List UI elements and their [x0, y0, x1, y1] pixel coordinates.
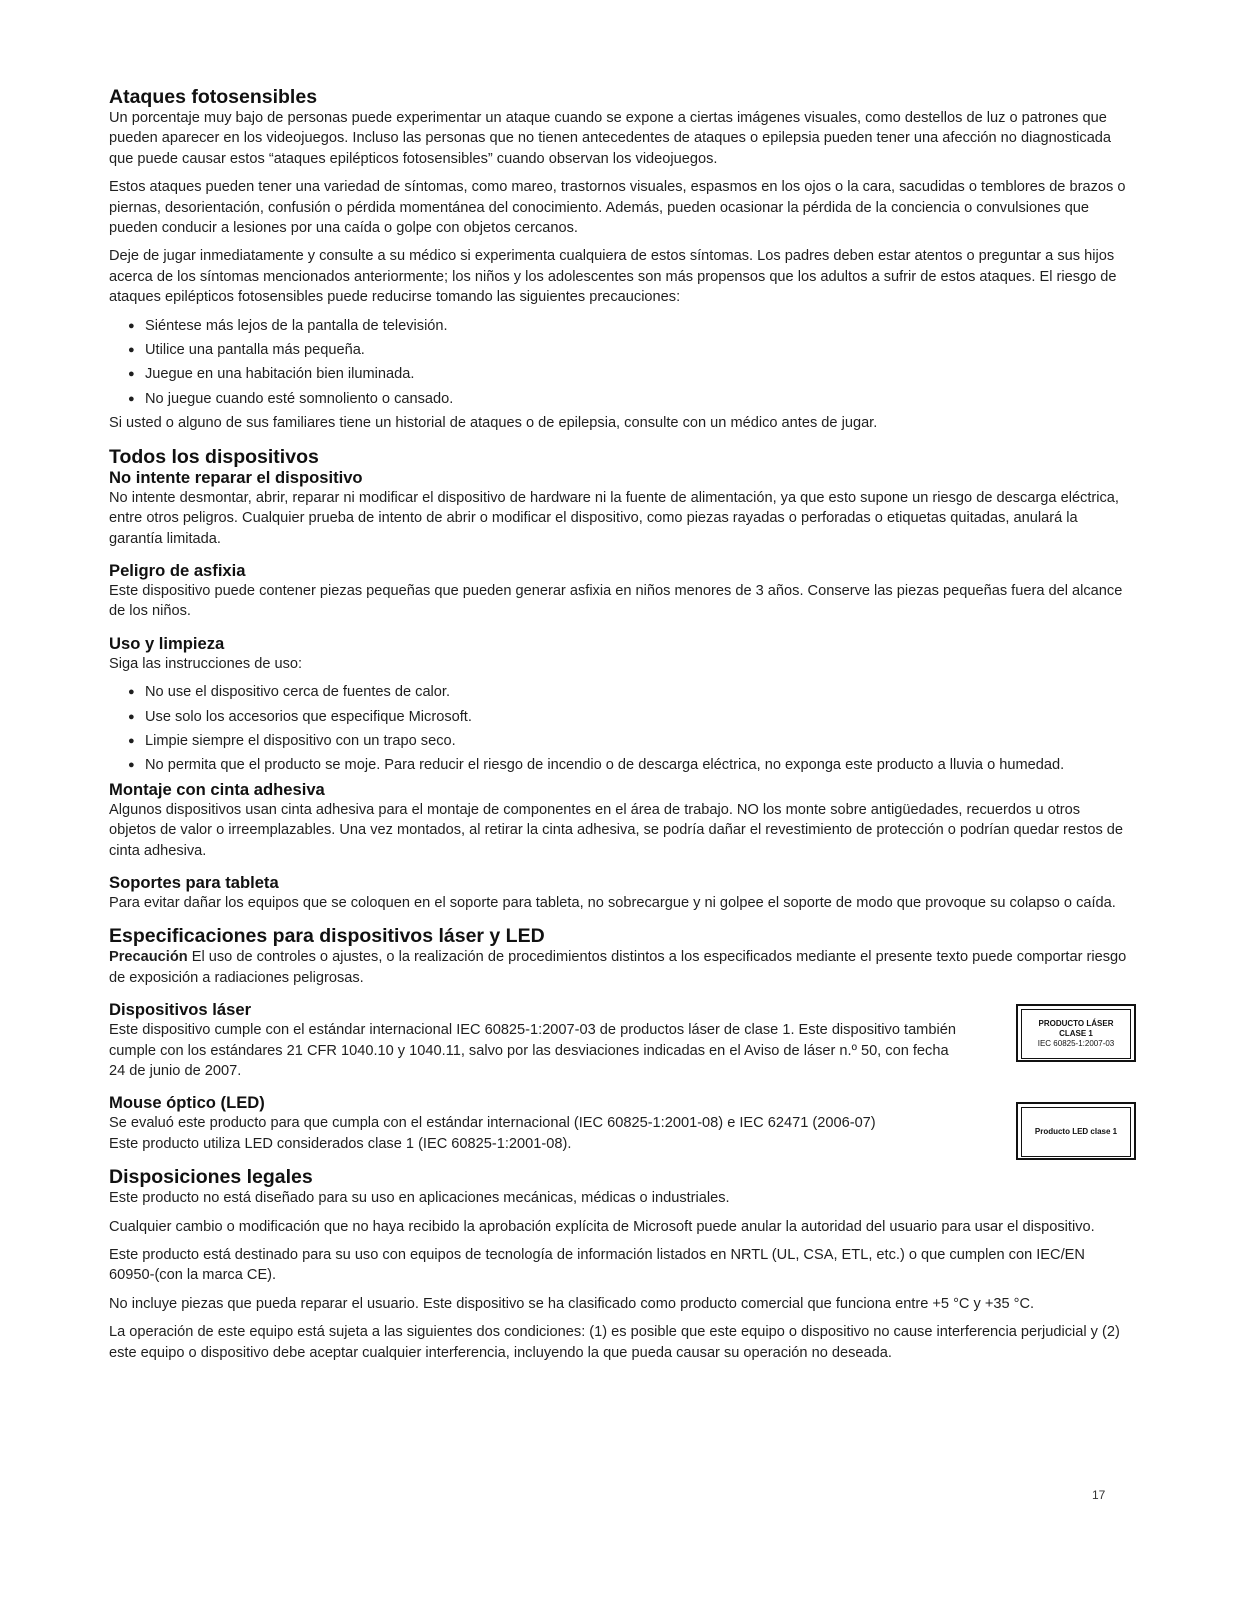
subheading-choking-hazard: Peligro de asfixia: [109, 560, 246, 580]
led-class-label: [1016, 1102, 1136, 1160]
page-content: [109, 86, 1129, 1371]
laser-led-block: [109, 1000, 1129, 1154]
list-item: ● No juegue cuando esté somnoliento o cansado.: [109, 389, 1129, 409]
subheading-do-not-repair: No intente reparar el dispositivo: [109, 467, 363, 487]
list-item: ● No permita que el producto se moje. Para reducir el riesgo de incendio o de descarga eléctrica, no exponga este producto a lluvia o humedad.: [109, 755, 1129, 775]
paragraph: La operación de este equipo está sujeta a las siguientes dos condiciones: (1) es posible que este equipo o dispositivo no cause interferencia perjudicial y (2) este equipo o dispositivo debe aceptar cualquier interferencia, incluyendo la que pueda causar su operación no deseada.: [109, 1324, 1120, 1361]
paragraph: Deje de jugar inmediatamente y consulte a su médico si experimenta cualquiera de estos síntomas. Los padres deben estar atentos o preguntar a sus hijos acerca de los síntomas mencionados anteriormente; los niños y los adolescentes son más propensos que los adultos a sufrir de estos ataques. El riesgo de ataques epilépticos fotosensibles puede reducirse tomando las siguientes precauciones:: [109, 248, 1117, 306]
list-item: ● Use solo los accesorios que especifique Microsoft.: [109, 707, 1129, 727]
list-item: ● No use el dispositivo cerca de fuentes de calor.: [109, 682, 1129, 702]
heading-all-devices: Todos los dispositivos: [109, 445, 319, 468]
paragraph: Este producto utiliza LED considerados clase 1 (IEC 60825-1:2001-08).: [109, 1135, 572, 1152]
list-item: ● Siéntese más lejos de la pantalla de televisión.: [109, 316, 1129, 336]
paragraph: Algunos dispositivos usan cinta adhesiva para el montaje de componentes en el área de trabajo. NO los monte sobre antigüedades, recuerdos u otros objetos de valor o irreemplazables. Una vez montados, al retirar la cinta adhesiva, se podría dañar el revestimiento de protección o podrían quedar restos de cinta adhesiva.: [109, 801, 1124, 859]
precautions-list: [109, 316, 1129, 410]
paragraph: No intente desmontar, abrir, reparar ni modificar el dispositivo de hardware ni la fuente de alimentación, ya que esto supone un riesgo de descarga eléctrica, entre otros peligros. Cualquier prueba de intento de abrir o modificar el dispositivo, como piezas rayadas o perforadas o etiquetas quitadas, anulará la garantía limitada.: [109, 489, 1119, 547]
usage-list: [109, 682, 1129, 776]
paragraph: Un porcentaje muy bajo de personas puede experimentar un ataque cuando se expone a ciertas imágenes visuales, como destellos de luz o patrones que pueden aparecer en los videojuegos. Incluso las personas que no tienen antecedentes de ataques o epilepsia pueden tener una afección no diagnosticada que puede causar estos “ataques epilépticos fotosensibles” cuando observan los videojuegos.: [109, 110, 1112, 167]
caution-label: Precaución: [109, 949, 188, 966]
heading-legal: Disposiciones legales: [109, 1166, 313, 1189]
heading-photosensitive-seizures: Ataques fotosensibles: [109, 86, 318, 108]
paragraph: Estos ataques pueden tener una variedad de síntomas, como mareo, trastornos visuales, espasmos en los ojos o la cara, sacudidas o temblores de brazos o piernas, desorientación, confusión o pérdida momentánea del conocimiento. Además, pueden ocasionar la pérdida de la conciencia o convulsiones que pueden conducir a lesiones por una caída o golpe con objetos cercanos.: [109, 179, 1126, 237]
paragraph: Este producto no está diseñado para su uso en aplicaciones mecánicas, médicas o industriales.: [109, 1190, 730, 1207]
laser-label-line1: PRODUCTO LÁSER: [1038, 1019, 1114, 1029]
laser-class-label: [1016, 1004, 1136, 1062]
led-class-label-inner: Producto LED clase 1: [1021, 1107, 1131, 1157]
subheading-tablet-stands: Soportes para tableta: [109, 872, 279, 892]
subheading-laser-devices: Dispositivos láser: [109, 1000, 252, 1020]
list-item: ● Utilice una pantalla más pequeña.: [109, 340, 1129, 360]
list-item: ● Juegue en una habitación bien iluminada.: [109, 364, 1129, 384]
paragraph: Siga las instrucciones de uso:: [109, 655, 303, 672]
caution-paragraph: [109, 947, 1129, 988]
paragraph: Se evaluó este producto para que cumpla con el estándar internacional (IEC 60825-1:2001-08) e IEC 62471 (2006-07): [109, 1115, 876, 1132]
paragraph: Este dispositivo puede contener piezas pequeñas que pueden generar asfixia en niños menores de 3 años. Conserve las piezas pequeñas fuera del alcance de los niños.: [109, 582, 1123, 620]
paragraph: Para evitar dañar los equipos que se coloquen en el soporte para tableta, no sobrecargue y ni golpee el soporte de modo que provoque su colapso o caída.: [109, 894, 1116, 911]
subheading-optical-mouse: Mouse óptico (LED): [109, 1093, 265, 1113]
caution-text: El uso de controles o ajustes, o la realización de procedimientos distintos a los especificados mediante el presente texto puede comportar riesgo de exposición a radiaciones peligrosas.: [109, 949, 1127, 986]
laser-label-line2: CLASE 1: [1059, 1029, 1093, 1039]
paragraph: Si usted o alguno de sus familiares tiene un historial de ataques o de epilepsia, consulte con un médico antes de jugar.: [109, 415, 878, 432]
paragraph: Cualquier cambio o modificación que no haya recibido la aprobación explícita de Microsoft puede anular la autoridad del usuario para usar el dispositivo.: [109, 1218, 1095, 1235]
list-item: ● Limpie siempre el dispositivo con un trapo seco.: [109, 731, 1129, 751]
page-number: 17: [1092, 1488, 1106, 1502]
heading-laser-led-specs: Especificaciones para dispositivos láser y LED: [109, 925, 545, 948]
paragraph: Este producto está destinado para su uso con equipos de tecnología de información listados en NRTL (UL, CSA, ETL, etc.) o que cumplen con IEC/EN 60950-(con la marca CE).: [109, 1247, 1085, 1284]
laser-label-line3: IEC 60825-1:2007-03: [1037, 1039, 1115, 1049]
subheading-use-and-cleaning: Uso y limpieza: [109, 633, 225, 653]
laser-led-text: [109, 1000, 959, 1154]
subheading-adhesive-tape: Montaje con cinta adhesiva: [109, 779, 325, 799]
paragraph: Este dispositivo cumple con el estándar internacional IEC 60825-1:2007-03 de productos láser de clase 1. Este dispositivo también cumple con los estándares 21 CFR 1040.10 y 1040.11, salvo por las desviaciones indicadas en el Aviso de láser n.º 50, con fecha 24 de junio de 2007.: [109, 1022, 956, 1079]
laser-class-label-inner: [1021, 1009, 1131, 1059]
paragraph: No incluye piezas que pueda reparar el usuario. Este dispositivo se ha clasificado como producto comercial que funciona entre +5 °C y +35 °C.: [109, 1295, 1035, 1312]
